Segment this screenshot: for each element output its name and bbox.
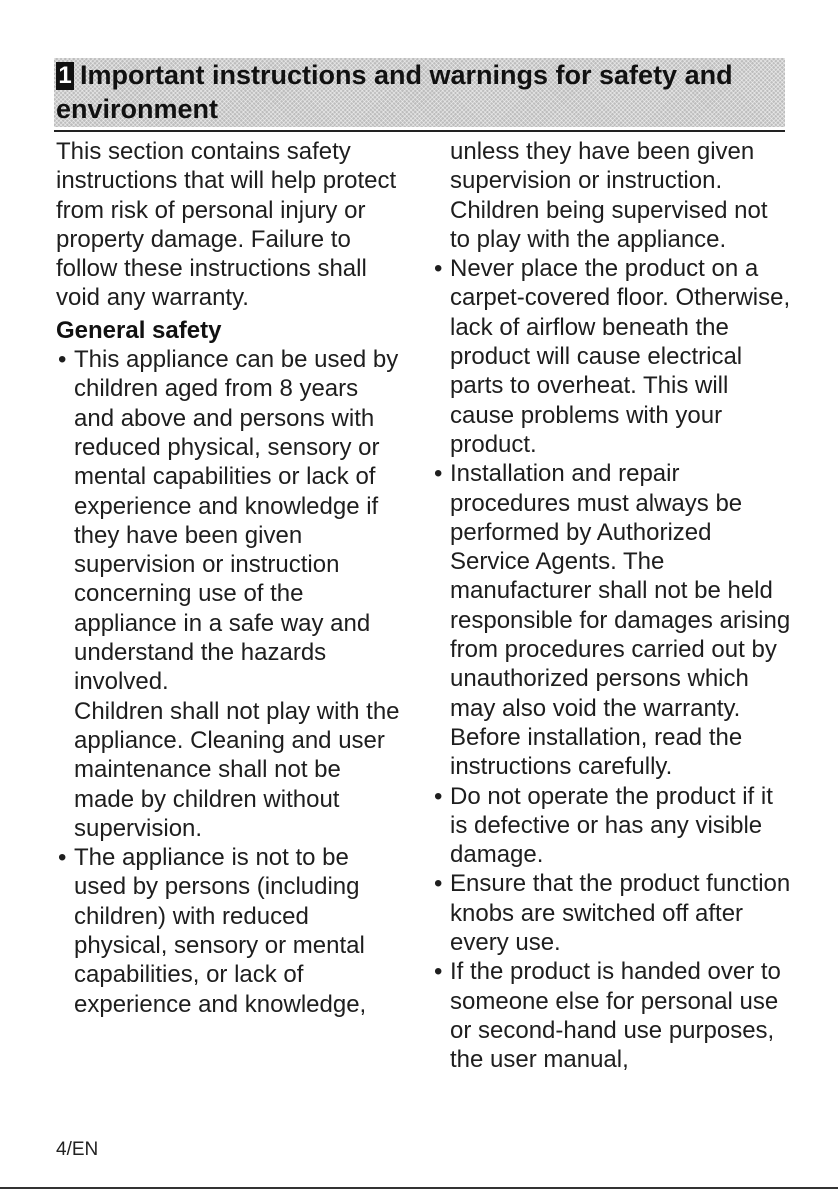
list-item-continuation: Children shall not play with the appliance. Cleaning and user maintenance shall not be made by children without supervision.: [74, 697, 400, 842]
list-item-text: The appliance is not to be used by persons (including children) with reduced physical, sensory or mental capabilities, or lack of experience and knowledge,: [74, 844, 367, 1018]
bullet-icon: •: [434, 958, 443, 986]
list-item-text: Ensure that the product function knobs are switched off after every use.: [450, 870, 791, 957]
chapter-number-badge: 1: [56, 62, 74, 90]
intro-paragraph: This section contains safety instructions that will help protect from risk of personal injury or property damage. Failure to follow these instructions shall void any warranty.: [56, 138, 397, 312]
bullet-list: [56, 345, 401, 1019]
bottom-rule: [0, 1187, 838, 1189]
bullet-icon: •: [434, 782, 443, 810]
header-rule: [54, 130, 785, 132]
list-item: [432, 782, 792, 870]
list-item: [432, 957, 792, 1074]
bullet-icon: •: [58, 844, 67, 872]
list-item-text: Installation and repair procedures must always be performed by Authorized Service Agents. The manufacturer shall not be held responsible for damages arising from procedures carried out by unauthorized persons which may also void the warranty. Before installation, read the instructions carefully.: [450, 460, 791, 781]
list-item-text: Do not operate the product if it is defective or has any visible damage.: [450, 782, 773, 869]
bullet-icon: •: [434, 460, 443, 488]
bullet-icon: •: [434, 255, 443, 283]
section-heading: General safety: [56, 316, 222, 344]
page-number: 4/EN: [56, 1139, 99, 1160]
list-item: [56, 843, 401, 1019]
list-item-text: This appliance can be used by children aged from 8 years and above and persons with reduced physical, sensory or mental capabilities or lack of experience and knowledge if they have been given supervision or instruction concerning use of the appliance in a safe way and understand the hazards involved.: [74, 346, 399, 696]
list-item: [432, 869, 792, 957]
bullet-icon: •: [58, 346, 67, 374]
page-title: Important instructions and warnings for safety and environment: [56, 60, 733, 124]
list-item: [432, 459, 792, 781]
right-column: [432, 137, 792, 1075]
continued-paragraph: unless they have been given supervision or instruction. Children being supervised not to play with the appliance.: [450, 138, 768, 253]
list-item-text: If the product is handed over to someone else for personal use or second-hand use purposes, the user manual,: [450, 958, 781, 1074]
left-column: [56, 137, 401, 1019]
bullet-icon: •: [434, 870, 443, 898]
list-item-text: Never place the product on a carpet-covered floor. Otherwise, lack of airflow beneath the product will cause electrical parts to overheat. This will cause problems with your product.: [450, 255, 791, 458]
list-item: [432, 254, 792, 459]
bullet-list: [432, 254, 792, 1074]
list-item: [56, 345, 401, 843]
